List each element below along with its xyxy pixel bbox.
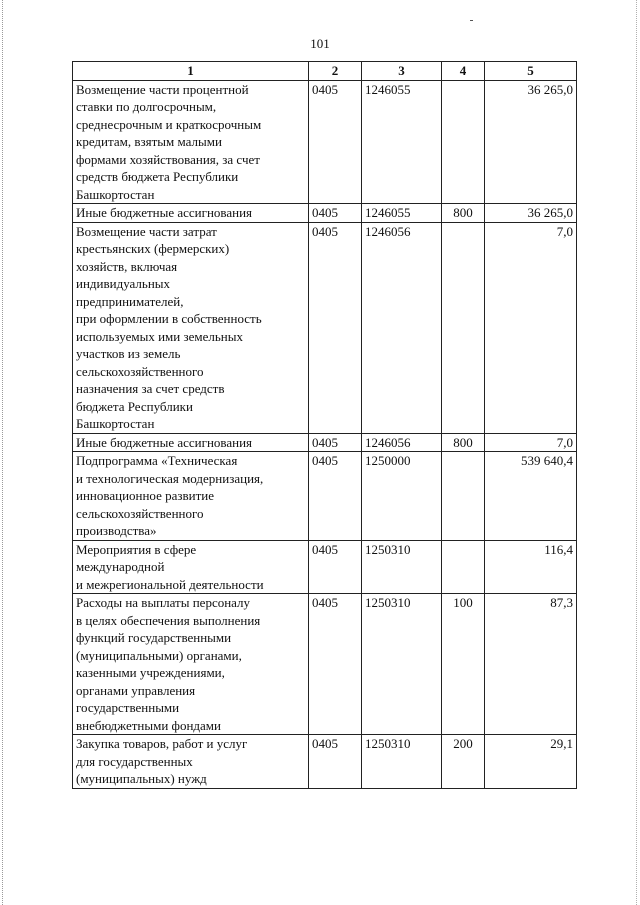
row-section: 0405 xyxy=(309,735,362,789)
row-amount: 87,3 xyxy=(485,594,577,735)
row-type xyxy=(442,222,485,433)
table-row xyxy=(73,594,577,735)
table-row xyxy=(73,222,577,433)
row-section: 0405 xyxy=(309,222,362,433)
column-header-section: 2 xyxy=(309,62,362,81)
row-amount: 29,1 xyxy=(485,735,577,789)
table-row xyxy=(73,433,577,452)
column-header-target: 3 xyxy=(362,62,442,81)
row-type xyxy=(442,452,485,541)
row-type: 800 xyxy=(442,433,485,452)
row-target: 1250310 xyxy=(362,540,442,594)
row-name: Закупка товаров, работ и услуг для государственных (муниципальных) нужд xyxy=(73,735,309,789)
row-amount: 7,0 xyxy=(485,222,577,433)
budget-table xyxy=(72,61,577,789)
column-header-type: 4 xyxy=(442,62,485,81)
page-number: 101 xyxy=(310,36,330,51)
row-amount: 539 640,4 xyxy=(485,452,577,541)
row-target: 1250310 xyxy=(362,594,442,735)
row-type: 100 xyxy=(442,594,485,735)
table-row xyxy=(73,540,577,594)
row-section: 0405 xyxy=(309,433,362,452)
scan-edge-left xyxy=(2,0,4,905)
row-target: 1246055 xyxy=(362,204,442,223)
row-type: 200 xyxy=(442,735,485,789)
row-name: Подпрограмма «Техническая и технологическая модернизация, инновационное развитие сельскохозяйственного производства» xyxy=(73,452,309,541)
row-name: Иные бюджетные ассигнования xyxy=(73,433,309,452)
row-type: 800 xyxy=(442,204,485,223)
row-name: Расходы на выплаты персоналу в целях обеспечения выполнения функций государственными (муниципальными) органами, казенными учреждениями, органами управления государственными внебюджетными фондами xyxy=(73,594,309,735)
scan-edge-right xyxy=(636,0,638,905)
row-amount: 7,0 xyxy=(485,433,577,452)
scan-speck xyxy=(470,20,473,21)
column-header-amount: 5 xyxy=(485,62,577,81)
row-type xyxy=(442,540,485,594)
column-header-name: 1 xyxy=(73,62,309,81)
row-section: 0405 xyxy=(309,540,362,594)
table-row xyxy=(73,80,577,204)
table-row xyxy=(73,452,577,541)
row-amount: 36 265,0 xyxy=(485,80,577,204)
row-name: Иные бюджетные ассигнования xyxy=(73,204,309,223)
table-row xyxy=(73,735,577,789)
row-name: Возмещение части процентной ставки по долгосрочным, среднесрочным и краткосрочным кредитам, взятым малыми формами хозяйствования, за счет средств бюджета Республики Башкортостан xyxy=(73,80,309,204)
row-target: 1250000 xyxy=(362,452,442,541)
row-section: 0405 xyxy=(309,594,362,735)
row-section: 0405 xyxy=(309,204,362,223)
row-name: Возмещение части затрат крестьянских (фермерских) хозяйств, включая индивидуальных предпринимателей, при оформлении в собственность используемых ими земельных участков из земель сельскохозяйственного назначения за счет средств бюджета Республики Башкортостан xyxy=(73,222,309,433)
row-name: Мероприятия в сфере международной и межрегиональной деятельности xyxy=(73,540,309,594)
row-target: 1246056 xyxy=(362,433,442,452)
row-section: 0405 xyxy=(309,80,362,204)
row-amount: 36 265,0 xyxy=(485,204,577,223)
row-target: 1246056 xyxy=(362,222,442,433)
row-type xyxy=(442,80,485,204)
row-target: 1250310 xyxy=(362,735,442,789)
row-section: 0405 xyxy=(309,452,362,541)
table-row xyxy=(73,204,577,223)
table-header-row xyxy=(73,62,577,81)
row-target: 1246055 xyxy=(362,80,442,204)
row-amount: 116,4 xyxy=(485,540,577,594)
